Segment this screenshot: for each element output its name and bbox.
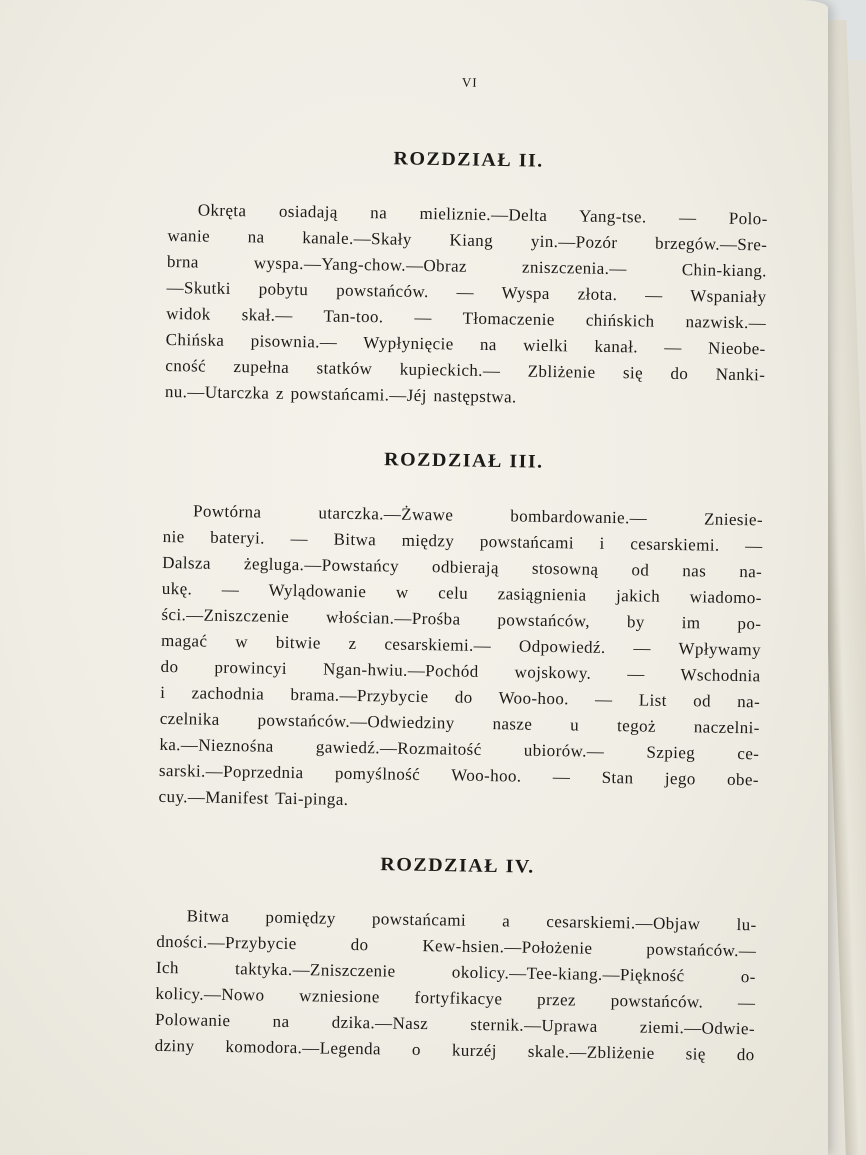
summary-line: ści.—Zniszczenie włościan.—Prośba powstańców, by im po- [161,604,762,634]
summary-line: ukę. — Wylądowanie w celu zasiągnienia jakich wiadomo- [161,578,762,608]
page-number: VI [461,74,478,90]
summary-line: cuy.—Manifest Tai-pinga. [158,786,349,809]
summary-line: kolicy.—Nowo wzniesione fortyfikacye przez powstańców. — [155,983,756,1013]
summary-line: Powtórna utarczka.—Żwawe bombardowanie.— Zniesie- [192,501,764,530]
page-text [154,70,770,1108]
chapter-title: ROZDZIAŁ III. [383,448,544,473]
summary-line: Ich taktyka.—Zniszczenie okolicy.—Tee-kiang.—Piękność o- [155,957,756,987]
summary-line: Chińska pisownia.— Wypłynięcie na wielki kanał. — Nieobe- [165,329,766,359]
summary-line: wanie na kanale.—Skały Kiang yin.—Pozór brzegów.—Sre- [167,225,768,255]
chapter-summary [158,498,763,819]
summary-line: brna wyspa.—Yang-chow.—Obraz zniszczenia.— Chin-kiang. [166,251,768,281]
summary-line: dności.—Przybycie do Kew-hsien.—Położenie powstańców.— [156,931,757,961]
chapter-title: ROZDZIAŁ II. [393,148,544,172]
summary-line: cność zupełna statków kupieckich.— Zbliżenie się do Nanki- [165,355,766,385]
summary-line: ka.—Nieznośna gawiedź.—Rozmaitość ubiorów.— Szpieg ce- [159,734,760,764]
chapter-2 [165,144,769,414]
summary-line: Bitwa pomiędzy powstańcami a cesarskiemi.—Objaw lu- [186,906,757,935]
chapter-3 [158,445,764,819]
summary-line: nie bateryi. — Bitwa między powstańcami i cesarskiemi. — [162,526,763,556]
chapter-4 [154,850,757,1068]
summary-line: magać w bitwie z cesarskiemi.— Odpowiedź. — Wpływamy [160,630,762,660]
summary-line: sarski.—Poprzednia pomyślność Woo-hoo. — Stan jego obe- [158,760,760,790]
summary-line: Polowanie na dzika.—Nasz sternik.—Uprawa ziemi.—Odwie- [154,1009,756,1039]
summary-line: i zachodnia brama.—Przybycie do Woo-hoo. — List od na- [160,682,761,712]
summary-line: dziny komodora.—Legenda o kurzéj skale.—Zbliżenie się do [154,1035,755,1065]
chapter-summary [165,197,768,414]
chapter-summary [154,903,756,1068]
summary-line: nu.—Utarczka z powstańcami.—Jéj następstwa. [164,381,517,407]
chapter-title: ROZDZIAŁ IV. [380,853,535,878]
summary-line: —Skutki pobytu powstańców. — Wyspa złota. — Wspaniały [166,277,767,307]
summary-line: do prowincyi Ngan-hwiu.—Pochód wojskowy. — Wschodnia [160,656,761,686]
summary-line: Okręta osiadają na mieliznie.—Delta Yang-tse. — Polo- [197,200,768,229]
summary-line: czelnika powstańców.—Odwiedziny nasze u tegoż naczelni- [159,708,760,738]
summary-line: Dalsza żegluga.—Powstańcy odbierają stosowną od nas na- [162,552,763,582]
summary-line: widok skał.— Tan-too. — Tłomaczenie chińskich nazwisk.— [166,303,767,333]
